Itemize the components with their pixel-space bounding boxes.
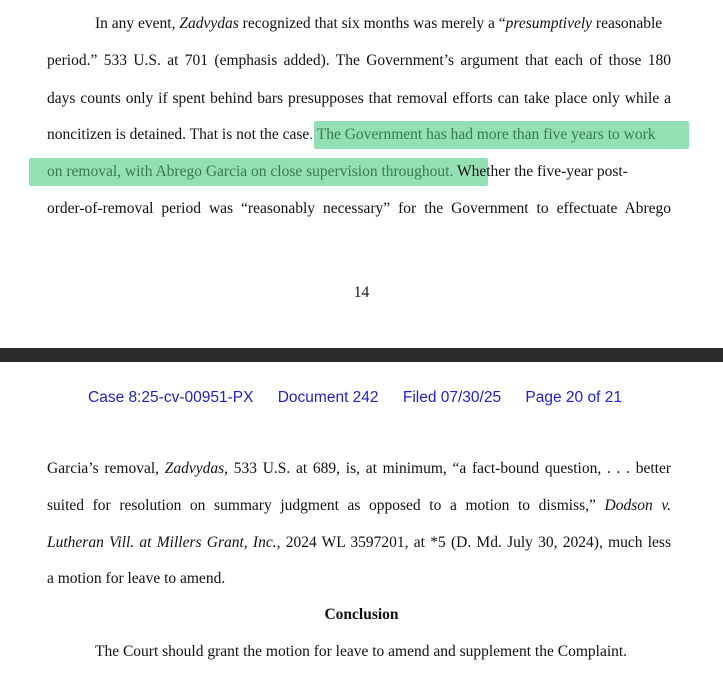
paragraph-line: Lutheran Vill. at Millers Grant, Inc., 2024 WL 3597201, at *5 (D. Md. July 30, 2024), much less [47, 534, 671, 551]
section-heading: Conclusion [324, 606, 399, 623]
highlighted-text: on removal, with Abrego Garcia on close supervision throughout. [47, 163, 454, 180]
case-header [88, 389, 622, 407]
paragraph-line: In any event, Zadvydas recognized that six months was merely a “presumptively reasonable [95, 15, 663, 32]
paragraph-line: The Court should grant the motion for leave to amend and supplement the Complaint. [95, 643, 628, 660]
paragraph-line: period.” 533 U.S. at 701 (emphasis added). The Government’s argument that each of those 180 [47, 52, 671, 69]
paragraph-line: noncitizen is detained. That is not the case. The Government has had more than five years to work [47, 126, 656, 143]
paragraph-line: Garcia’s removal, Zadvydas, 533 U.S. at 689, is, at minimum, “a fact-bound question, . . . better [47, 460, 671, 477]
filed-date: Filed 07/30/25 [402, 389, 502, 406]
paragraph-line: order-of-removal period was “reasonably necessary” for the Government to effectuate Abrego [47, 200, 671, 217]
paragraph-line: a motion for leave to amend. [47, 570, 226, 587]
paragraph-line: days counts only if spent behind bars presupposes that removal efforts can take place only while a [47, 90, 671, 107]
document-number: Document 242 [277, 389, 379, 406]
page-number: 14 [353, 284, 370, 301]
case-number: Case 8:25-cv-00951-PX [88, 389, 254, 406]
document-page-bottom [0, 362, 723, 688]
paragraph-line: suited for resolution on summary judgment as opposed to a motion to dismiss,” Dodson v. [47, 497, 671, 514]
page-divider [0, 348, 723, 362]
paragraph-line: on removal, with Abrego Garcia on close supervision throughout. Whether the five-year post- [47, 163, 628, 180]
highlighted-text: . The Government has had more than five years to work [309, 126, 656, 143]
page-of-total: Page 20 of 21 [525, 389, 622, 406]
